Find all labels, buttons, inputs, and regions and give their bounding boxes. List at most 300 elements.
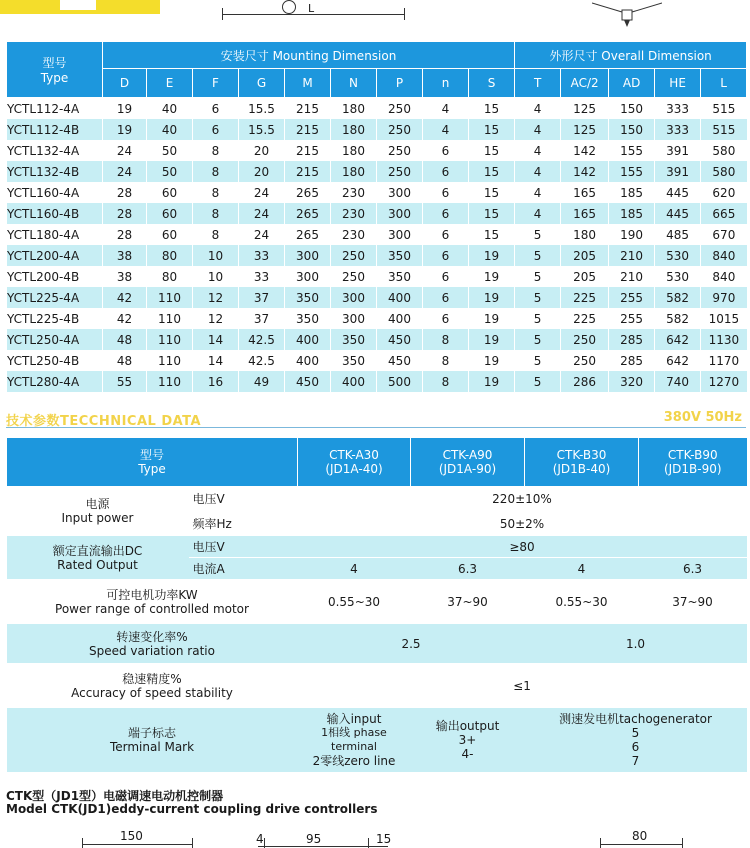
value-cell: 230 <box>331 182 377 203</box>
value-cell: 60 <box>147 203 193 224</box>
speed-variation-label <box>7 624 298 664</box>
dimension-tick <box>404 8 405 20</box>
value-cell: 530 <box>655 245 701 266</box>
value-cell: 50 <box>147 140 193 161</box>
value-cell: 24 <box>239 203 285 224</box>
model-code: (JD1B-40) <box>552 462 611 476</box>
value-cell: 350 <box>285 308 331 329</box>
terminal-mark-label <box>7 708 298 772</box>
value-cell: 4 <box>423 98 469 120</box>
value-cell: 19 <box>103 119 147 140</box>
value-cell: 180 <box>331 140 377 161</box>
input-terminal-line: 1相线 phase terminal <box>321 725 387 753</box>
value-cell: 215 <box>285 98 331 120</box>
column-header: N <box>331 69 377 98</box>
value-cell: 110 <box>147 308 193 329</box>
value-cell: 450 <box>377 329 423 350</box>
value-cell: 265 <box>285 224 331 245</box>
dimension-80: 80 <box>632 829 648 843</box>
value-cell: 250 <box>377 161 423 182</box>
value-cell: 38 <box>103 266 147 287</box>
value-cell: 180 <box>331 161 377 182</box>
value-cell: 840 <box>701 266 747 287</box>
value-cell: 150 <box>609 98 655 120</box>
value-cell: 740 <box>655 371 701 392</box>
value-cell: 20 <box>239 161 285 182</box>
value-cell: 350 <box>331 329 377 350</box>
value-cell: 180 <box>331 98 377 120</box>
power-range-cn: 可控电机功率KW <box>106 587 198 602</box>
value-cell: 24 <box>103 140 147 161</box>
value-cell: 19 <box>469 350 515 371</box>
model-cell: YCTL280-4A <box>7 371 103 392</box>
table-row <box>7 182 747 203</box>
table-row <box>7 266 747 287</box>
overall-dimension-group-header: 外形尺寸 Overall Dimension <box>515 42 747 69</box>
column-header: S <box>469 69 515 98</box>
model-header-ctk-b30 <box>525 438 639 487</box>
value-cell: 60 <box>147 182 193 203</box>
value-cell: 110 <box>147 329 193 350</box>
value-cell: 580 <box>701 161 747 182</box>
column-header: D <box>103 69 147 98</box>
table-row <box>7 350 747 371</box>
tacho-terminal-line: 7 <box>631 753 640 768</box>
column-header: L <box>701 69 747 98</box>
value-cell: 665 <box>701 203 747 224</box>
value-cell: 165 <box>561 203 609 224</box>
value-cell: 642 <box>655 329 701 350</box>
value-cell: 300 <box>377 224 423 245</box>
value-cell: 6 <box>193 119 239 140</box>
value-cell: 15 <box>469 161 515 182</box>
model-cell: YCTL112-4A <box>7 98 103 120</box>
value-cell: 165 <box>561 182 609 203</box>
table-row <box>7 287 747 308</box>
value-cell: 125 <box>561 98 609 120</box>
value-cell: 6 <box>423 203 469 224</box>
table-row <box>7 98 747 120</box>
value-cell: 4 <box>515 203 561 224</box>
value-cell: 6 <box>423 140 469 161</box>
value-cell: 400 <box>377 287 423 308</box>
value-cell: 250 <box>561 350 609 371</box>
model-header-ctk-a90 <box>411 438 525 487</box>
value-cell: 215 <box>285 119 331 140</box>
value-cell: 400 <box>331 371 377 392</box>
type-header <box>7 42 103 98</box>
value-cell: 6 <box>423 182 469 203</box>
value-cell: 400 <box>285 329 331 350</box>
model-cell: YCTL112-4B <box>7 119 103 140</box>
column-header: M <box>285 69 331 98</box>
value-cell: 255 <box>609 308 655 329</box>
value-cell: 450 <box>285 371 331 392</box>
value-cell: 19 <box>469 308 515 329</box>
model-cell: YCTL160-4A <box>7 182 103 203</box>
column-header: G <box>239 69 285 98</box>
value-cell: 49 <box>239 371 285 392</box>
value-cell: 250 <box>377 119 423 140</box>
value-cell: 40 <box>147 98 193 120</box>
value-cell: 15 <box>469 182 515 203</box>
value-cell: 15 <box>469 119 515 140</box>
table-row <box>7 224 747 245</box>
column-header: AD <box>609 69 655 98</box>
value-cell: 33 <box>239 266 285 287</box>
value-cell: 19 <box>469 245 515 266</box>
value-cell: 350 <box>377 266 423 287</box>
value-cell: 215 <box>285 140 331 161</box>
input-frequency-value: 50±2% <box>298 512 747 536</box>
value-cell: 350 <box>377 245 423 266</box>
terminal-mark-cn: 端子标志 <box>127 725 176 740</box>
speed-variation-cn: 转速变化率% <box>116 629 188 644</box>
dimension-tick <box>222 8 223 20</box>
input-frequency-label: 频率Hz <box>189 512 298 536</box>
input-terminal-line: 2零线zero line <box>312 753 396 768</box>
value-cell: 60 <box>147 224 193 245</box>
value-cell: 350 <box>285 287 331 308</box>
rated-current-label: 电流A <box>189 558 298 580</box>
model-name: CTK-B30 <box>556 448 607 462</box>
dimension-tick <box>600 838 601 848</box>
value-cell: 180 <box>561 224 609 245</box>
value-cell: 80 <box>147 245 193 266</box>
model-cell: YCTL180-4A <box>7 224 103 245</box>
power-range-value: 0.55~30 <box>525 580 639 624</box>
value-cell: 215 <box>285 161 331 182</box>
input-voltage-value: 220±10% <box>298 487 747 512</box>
model-code: (JD1B-90) <box>663 462 722 476</box>
speed-stability-label <box>7 664 298 708</box>
model-code: (JD1A-40) <box>325 462 383 476</box>
value-cell: 250 <box>561 329 609 350</box>
mounting-table-body <box>7 98 747 393</box>
motor-foot-drawing <box>592 0 662 30</box>
value-cell: 515 <box>701 119 747 140</box>
value-cell: 580 <box>701 140 747 161</box>
model-code: (JD1A-90) <box>438 462 497 476</box>
value-cell: 255 <box>609 287 655 308</box>
rated-current-value: 6.3 <box>411 558 525 580</box>
input-power-label <box>7 487 189 536</box>
value-cell: 300 <box>285 245 331 266</box>
value-cell: 37 <box>239 308 285 329</box>
value-cell: 80 <box>147 266 193 287</box>
value-cell: 970 <box>701 287 747 308</box>
value-cell: 250 <box>331 245 377 266</box>
value-cell: 6 <box>423 308 469 329</box>
tacho-terminal-line: 测速发电机tachogenerator <box>559 711 712 726</box>
value-cell: 250 <box>377 98 423 120</box>
dimension-4: 4 <box>256 832 264 846</box>
column-header: HE <box>655 69 701 98</box>
value-cell: 185 <box>609 182 655 203</box>
value-cell: 5 <box>515 245 561 266</box>
value-cell: 8 <box>193 203 239 224</box>
value-cell: 28 <box>103 203 147 224</box>
value-cell: 5 <box>515 266 561 287</box>
terminal-mark-en: Terminal Mark <box>109 739 195 754</box>
value-cell: 33 <box>239 245 285 266</box>
value-cell: 582 <box>655 308 701 329</box>
value-cell: 1170 <box>701 350 747 371</box>
dimension-tick <box>82 838 83 848</box>
speed-variation-en: Speed variation ratio <box>89 643 215 658</box>
value-cell: 8 <box>423 371 469 392</box>
logo-notch <box>60 0 96 10</box>
column-header: AC/2 <box>561 69 609 98</box>
value-cell: 40 <box>147 119 193 140</box>
rated-current-value: 6.3 <box>639 558 747 580</box>
model-cell: YCTL132-4B <box>7 161 103 182</box>
value-cell: 300 <box>331 308 377 329</box>
value-cell: 50 <box>147 161 193 182</box>
value-cell: 5 <box>515 308 561 329</box>
value-cell: 8 <box>193 182 239 203</box>
value-cell: 19 <box>469 266 515 287</box>
technical-data-table <box>6 438 747 772</box>
model-cell: YCTL250-4B <box>7 350 103 371</box>
power-range-label <box>7 580 298 624</box>
value-cell: 14 <box>193 350 239 371</box>
table-row <box>7 140 747 161</box>
value-cell: 8 <box>193 224 239 245</box>
model-cell: YCTL200-4A <box>7 245 103 266</box>
value-cell: 250 <box>377 140 423 161</box>
dimension-tick <box>682 838 683 848</box>
value-cell: 24 <box>239 224 285 245</box>
value-cell: 8 <box>193 140 239 161</box>
value-cell: 38 <box>103 245 147 266</box>
rated-output-cn: 额定直流输出DC <box>52 543 143 558</box>
value-cell: 24 <box>239 182 285 203</box>
model-cell: YCTL225-4B <box>7 308 103 329</box>
value-cell: 670 <box>701 224 747 245</box>
value-cell: 20 <box>239 140 285 161</box>
value-cell: 1130 <box>701 329 747 350</box>
controller-model-title-cn: CTK型（JD1型）电磁调速电动机控制器 <box>6 789 224 803</box>
value-cell: 15 <box>469 140 515 161</box>
value-cell: 8 <box>423 329 469 350</box>
value-cell: 28 <box>103 224 147 245</box>
table-row <box>7 119 747 140</box>
dimension-15: 15 <box>376 832 392 846</box>
value-cell: 333 <box>655 98 701 120</box>
value-cell: 155 <box>609 161 655 182</box>
value-cell: 5 <box>515 329 561 350</box>
rated-current-value: 4 <box>525 558 639 580</box>
value-cell: 230 <box>331 224 377 245</box>
value-cell: 4 <box>515 182 561 203</box>
tech-type-header <box>7 438 298 487</box>
model-name: CTK-A30 <box>329 448 379 462</box>
model-cell: YCTL250-4A <box>7 329 103 350</box>
value-cell: 19 <box>469 287 515 308</box>
value-cell: 10 <box>193 266 239 287</box>
output-terminal-line: 输出output <box>435 718 500 733</box>
model-cell: YCTL200-4B <box>7 266 103 287</box>
value-cell: 320 <box>609 371 655 392</box>
table-row <box>7 245 747 266</box>
value-cell: 4 <box>515 98 561 120</box>
column-header: E <box>147 69 193 98</box>
value-cell: 225 <box>561 308 609 329</box>
value-cell: 19 <box>469 329 515 350</box>
speed-stability-value: ≤1 <box>298 664 747 708</box>
dimension-line <box>82 844 192 845</box>
table-row <box>7 203 747 224</box>
value-cell: 4 <box>423 119 469 140</box>
value-cell: 285 <box>609 329 655 350</box>
value-cell: 150 <box>609 119 655 140</box>
power-range-en: Power range of controlled motor <box>55 601 249 616</box>
speed-stability-en: Accuracy of speed stability <box>71 685 233 700</box>
value-cell: 391 <box>655 140 701 161</box>
value-cell: 445 <box>655 182 701 203</box>
rated-output-label <box>7 536 189 580</box>
output-terminal-line: 4- <box>461 746 474 761</box>
model-name: CTK-B90 <box>667 448 718 462</box>
speed-variation-value-b: 1.0 <box>525 624 747 664</box>
value-cell: 5 <box>515 287 561 308</box>
value-cell: 205 <box>561 245 609 266</box>
power-range-value: 37~90 <box>639 580 747 624</box>
dimension-line <box>600 844 682 845</box>
model-header-ctk-b90 <box>639 438 747 487</box>
value-cell: 250 <box>331 266 377 287</box>
input-terminal-line: 输入input <box>326 711 382 726</box>
value-cell: 8 <box>193 161 239 182</box>
tacho-terminal-line: 6 <box>631 739 640 754</box>
dimension-tick <box>192 838 193 848</box>
value-cell: 4 <box>515 119 561 140</box>
value-cell: 16 <box>193 371 239 392</box>
value-cell: 210 <box>609 266 655 287</box>
value-cell: 19 <box>103 98 147 120</box>
model-header-ctk-a30 <box>298 438 411 487</box>
value-cell: 142 <box>561 140 609 161</box>
type-header-cn: 型号 <box>42 56 67 70</box>
dimension-95: 95 <box>306 832 322 846</box>
value-cell: 190 <box>609 224 655 245</box>
value-cell: 6 <box>423 266 469 287</box>
table-row <box>7 329 747 350</box>
value-cell: 642 <box>655 350 701 371</box>
value-cell: 225 <box>561 287 609 308</box>
value-cell: 5 <box>515 371 561 392</box>
value-cell: 1015 <box>701 308 747 329</box>
value-cell: 10 <box>193 245 239 266</box>
mounting-dimension-table <box>6 41 747 392</box>
value-cell: 500 <box>377 371 423 392</box>
value-cell: 450 <box>377 350 423 371</box>
value-cell: 4 <box>515 161 561 182</box>
input-terminals <box>298 708 411 772</box>
value-cell: 42 <box>103 287 147 308</box>
value-cell: 37 <box>239 287 285 308</box>
value-cell: 28 <box>103 182 147 203</box>
value-cell: 110 <box>147 350 193 371</box>
column-header: P <box>377 69 423 98</box>
value-cell: 6 <box>423 224 469 245</box>
value-cell: 1270 <box>701 371 747 392</box>
value-cell: 485 <box>655 224 701 245</box>
mounting-dimension-group-header: 安装尺寸 Mounting Dimension <box>103 42 515 69</box>
table-row <box>7 161 747 182</box>
model-name: CTK-A90 <box>442 448 493 462</box>
speed-variation-value-a: 2.5 <box>298 624 525 664</box>
value-cell: 6 <box>423 245 469 266</box>
value-cell: 620 <box>701 182 747 203</box>
dimension-label-l: L <box>308 2 315 15</box>
value-cell: 55 <box>103 371 147 392</box>
value-cell: 15 <box>469 224 515 245</box>
controller-model-title-en: Model CTK(JD1)eddy-current coupling drive controllers <box>6 802 378 816</box>
value-cell: 48 <box>103 350 147 371</box>
value-cell: 110 <box>147 287 193 308</box>
technical-data-heading <box>6 409 746 428</box>
value-cell: 42.5 <box>239 329 285 350</box>
value-cell: 110 <box>147 371 193 392</box>
value-cell: 210 <box>609 245 655 266</box>
supply-voltage-label: 380V 50Hz <box>663 410 742 425</box>
dimension-150: 150 <box>120 829 143 843</box>
rated-output-en: Rated Output <box>57 557 138 572</box>
drawing-circle <box>282 0 296 14</box>
input-power-cn: 电源 <box>85 497 110 511</box>
value-cell: 286 <box>561 371 609 392</box>
speed-stability-cn: 稳速精度% <box>122 671 182 686</box>
value-cell: 19 <box>469 371 515 392</box>
value-cell: 12 <box>193 287 239 308</box>
value-cell: 300 <box>377 182 423 203</box>
value-cell: 8 <box>423 350 469 371</box>
rated-voltage-label: 电压V <box>189 536 298 558</box>
value-cell: 840 <box>701 245 747 266</box>
value-cell: 391 <box>655 161 701 182</box>
rated-current-value: 4 <box>298 558 411 580</box>
column-header: F <box>193 69 239 98</box>
value-cell: 42.5 <box>239 350 285 371</box>
model-cell: YCTL160-4B <box>7 203 103 224</box>
value-cell: 12 <box>193 308 239 329</box>
rated-voltage-value: ≥80 <box>298 536 747 558</box>
value-cell: 285 <box>609 350 655 371</box>
table-row <box>7 308 747 329</box>
power-range-value: 37~90 <box>411 580 525 624</box>
value-cell: 445 <box>655 203 701 224</box>
value-cell: 185 <box>609 203 655 224</box>
value-cell: 14 <box>193 329 239 350</box>
value-cell: 582 <box>655 287 701 308</box>
value-cell: 515 <box>701 98 747 120</box>
tacho-terminal-line: 5 <box>631 725 640 740</box>
value-cell: 530 <box>655 266 701 287</box>
column-header-row <box>7 69 747 98</box>
model-cell: YCTL225-4A <box>7 287 103 308</box>
value-cell: 155 <box>609 140 655 161</box>
table-row <box>7 371 747 392</box>
value-cell: 6 <box>423 161 469 182</box>
dimension-tick <box>368 838 369 848</box>
value-cell: 300 <box>377 203 423 224</box>
value-cell: 42 <box>103 308 147 329</box>
power-range-value: 0.55~30 <box>298 580 411 624</box>
value-cell: 15.5 <box>239 119 285 140</box>
tech-type-header-cn: 型号 <box>139 448 164 462</box>
